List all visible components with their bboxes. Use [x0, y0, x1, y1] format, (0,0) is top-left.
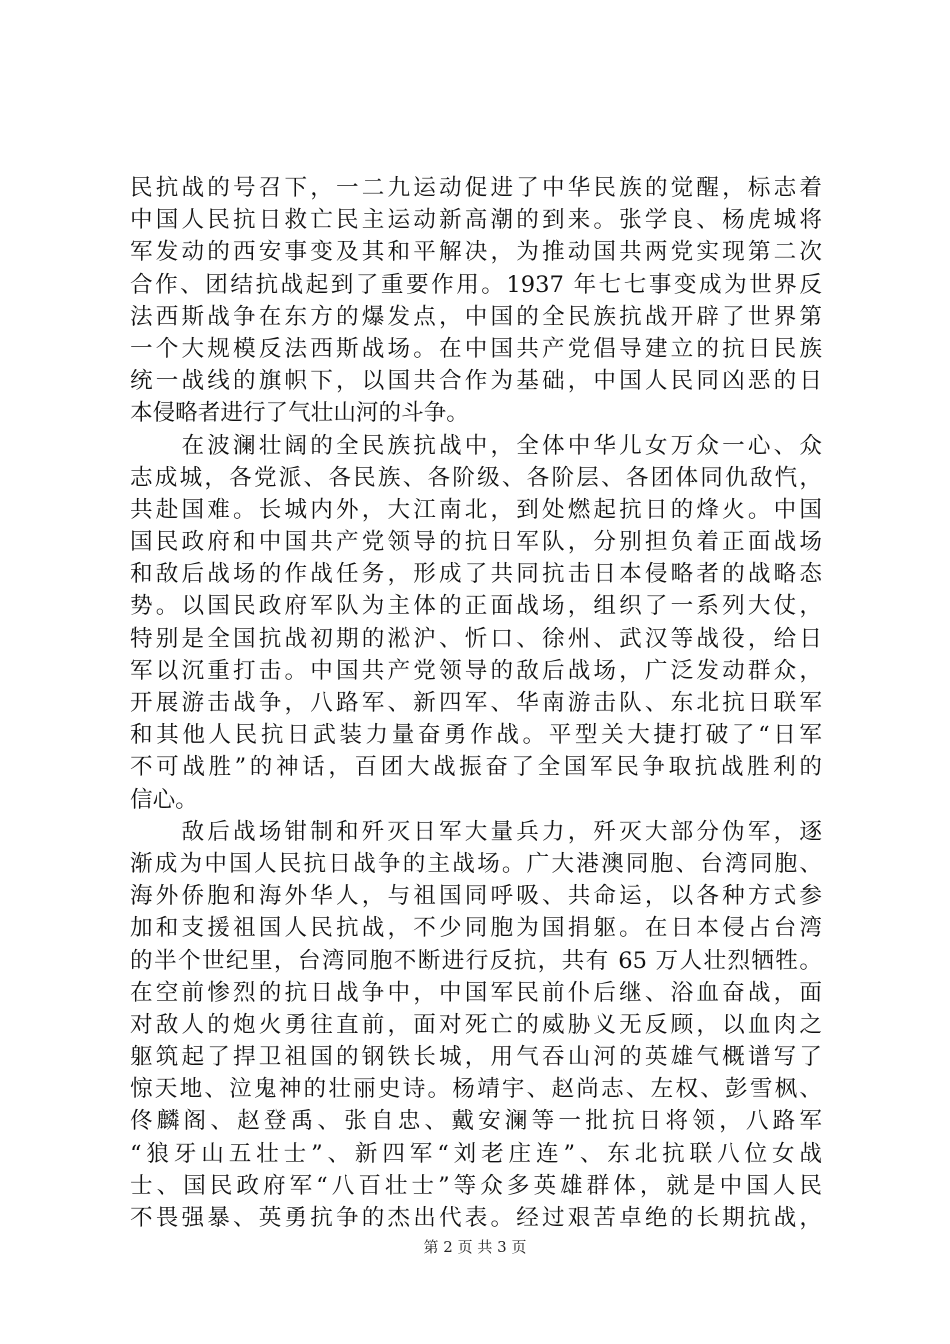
text-line: 中国人民抗日救亡民主运动新高潮的到来。张学良、杨虎城将	[130, 207, 822, 234]
text-line: 加和支援祖国人民抗战，不少同胞为国捐躯。在日本侵占台湾	[130, 915, 822, 942]
text-line: 惊天地、泣鬼神的壮丽史诗。杨靖宇、赵尚志、左权、彭雪枫、	[130, 1076, 822, 1103]
text-line: “狼牙山五壮士”、新四军“刘老庄连”、东北抗联八位女战	[130, 1140, 822, 1167]
text-line: 在波澜壮阔的全民族抗战中，全体中华儿女万众一心、众	[130, 432, 822, 459]
text-line: 不可战胜”的神话，百团大战振奋了全国军民争取抗战胜利的	[130, 754, 822, 781]
text-line: 海外侨胞和海外华人，与祖国同呼吸、共命运，以各种方式参	[130, 883, 822, 910]
text-line: 在空前惨烈的抗日战争中，中国军民前仆后继、浴血奋战，面	[130, 979, 822, 1006]
text-line: 不畏强暴、英勇抗争的杰出代表。经过艰苦卓绝的长期抗战，	[130, 1205, 822, 1231]
text-line: 的半个世纪里，台湾同胞不断进行反抗，共有 65 万人壮烈牺牲。	[130, 947, 822, 974]
text-line: 志成城，各党派、各民族、各阶级、各阶层、各团体同仇敌忾，	[130, 464, 822, 491]
body-text	[130, 172, 822, 1234]
text-line: 敌后战场钳制和歼灭日军大量兵力，歼灭大部分伪军，逐	[130, 818, 822, 845]
text-line: 军以沉重打击。中国共产党领导的敌后战场，广泛发动群众，	[130, 657, 822, 684]
text-line: 特别是全国抗战初期的淞沪、忻口、徐州、武汉等战役，给日	[130, 625, 822, 652]
page-number-footer: 第 2 页 共 3 页	[423, 1238, 527, 1256]
text-line: 一个大规模反法西斯战场。在中国共产党倡导建立的抗日民族	[130, 335, 822, 362]
text-line: 国民政府和中国共产党领导的抗日军队，分别担负着正面战场	[130, 529, 822, 556]
text-line: 势。以国民政府军队为主体的正面战场，组织了一系列大仗，	[130, 593, 822, 620]
text-line: 信心。	[130, 786, 198, 813]
text-line: 统一战线的旗帜下，以国共合作为基础，中国人民同凶恶的日	[130, 368, 822, 395]
text-line: 民抗战的号召下，一二九运动促进了中华民族的觉醒，标志着	[130, 175, 822, 201]
text-line: 法西斯战争在东方的爆发点，中国的全民族抗战开辟了世界第	[130, 303, 822, 330]
text-line: 军发动的西安事变及其和平解决，为推动国共两党实现第二次	[130, 239, 822, 266]
text-line: 士、国民政府军“八百壮士”等众多英雄群体，就是中国人民	[130, 1172, 822, 1199]
text-line: 和其他人民抗日武装力量奋勇作战。平型关大捷打破了“日军	[130, 722, 822, 749]
text-line: 本侵略者进行了气壮山河的斗争。	[130, 400, 469, 427]
text-line: 合作、团结抗战起到了重要作用。1937 年七七事变成为世界反	[130, 271, 822, 298]
text-line: 共赴国难。长城内外，大江南北，到处燃起抗日的烽火。中国	[130, 496, 822, 523]
text-line: 和敌后战场的作战任务，形成了共同抗击日本侵略者的战略态	[130, 561, 822, 588]
text-line: 渐成为中国人民抗日战争的主战场。广大港澳同胞、台湾同胞、	[130, 850, 822, 877]
text-line: 佟麟阁、赵登禹、张自忠、戴安澜等一批抗日将领，八路军	[130, 1108, 822, 1135]
text-line: 开展游击战争，八路军、新四军、华南游击队、东北抗日联军	[130, 690, 822, 716]
text-line: 对敌人的炮火勇往直前，面对死亡的威胁义无反顾，以血肉之	[130, 1011, 822, 1038]
text-line: 躯筑起了捍卫祖国的钢铁长城，用气吞山河的英雄气概谱写了	[130, 1044, 822, 1071]
